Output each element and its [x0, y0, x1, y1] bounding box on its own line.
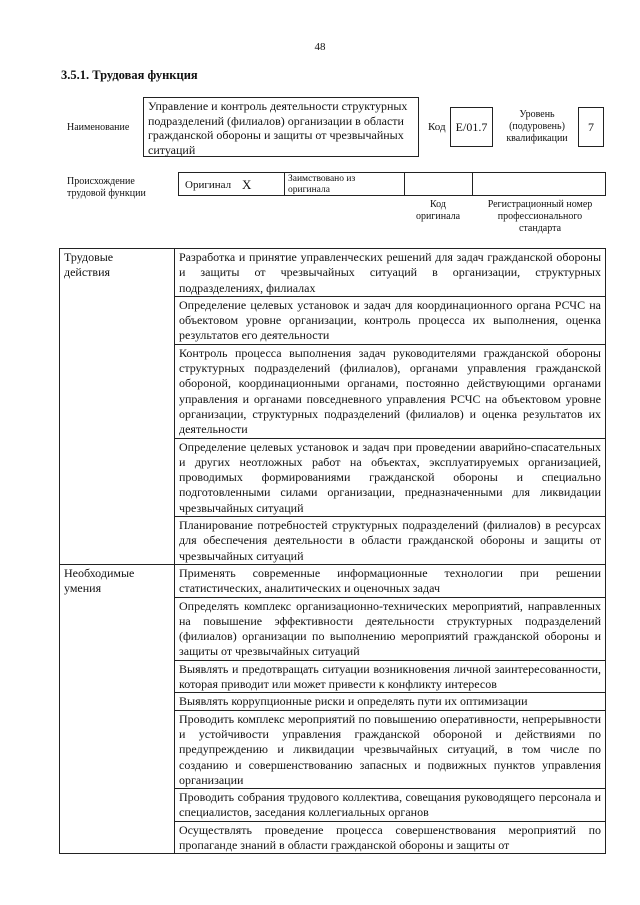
function-name-box [143, 97, 419, 157]
original-label: Оригинал [185, 179, 232, 191]
section-title: 3.5.1. Трудовая функция [61, 68, 198, 82]
original-code-caption [404, 199, 472, 223]
page-number: 48 [314, 41, 326, 53]
borrowed-label-line-2: оригинала [288, 185, 330, 195]
original-mark: X [242, 177, 252, 192]
origin-label-line-1: Происхождение [67, 176, 135, 187]
registration-caption-line-3: стандарта [518, 223, 562, 234]
level-label-line-1: Уровень [519, 109, 555, 120]
skill-item: Выявлять коррупционные риски и определять пути их оптимизации [175, 693, 606, 710]
registration-caption [474, 199, 606, 235]
code-value: E/01.7 [455, 119, 488, 134]
skill-item: Определять комплекс организационно-технических мероприятий, направленных на повышение эффективности деятельности структурных подразделений (филиалов) организации по выполнению мероприятий гражданской обороны и защиты от чрезвычайных ситуаций [175, 597, 606, 660]
labor-actions-heading [60, 249, 175, 565]
level-label [500, 109, 574, 145]
skills-heading-line-2: умения [64, 581, 102, 596]
labor-action-item: Контроль процесса выполнения задач руководителями гражданской обороны структурных подразделений (филиалов), органами управления гражданской обороной, координационными органами, постоянно действующими органами управления и органами повседневного управления РСЧС на объектовом уровне организации, структурных подразделений (филиалов) и оценка результатов их деятельности [175, 344, 606, 438]
registration-caption-line-2: профессионального [497, 211, 583, 222]
origin-label-line-2: трудовой функции [67, 188, 146, 199]
labor-action-item: Определение целевых установок и задач при проведении аварийно-спасательных и других неотложных работ на объектах, эксплуатируемых организацией, проводимых формированиями гражданской обороны и специально подготовленными силами организации, предназначенными для ликвидации чрезвычайных ситуаций [175, 438, 606, 516]
borrowed-label-line-1: Заимствовано из [288, 174, 356, 184]
borrowed-cell [285, 173, 405, 195]
labor-function-table [59, 248, 606, 854]
skill-item: Выявлять и предотвращать ситуации возникновения личной заинтересованности, которая приводит или может привести к конфликту интересов [175, 660, 606, 693]
labor-actions-heading-line-1: Трудовые [64, 250, 114, 264]
level-box [578, 107, 604, 147]
skills-heading [60, 564, 175, 853]
labor-action-item: Разработка и принятие управленческих решений для задач гражданской обороны и защиты от чрезвычайных ситуаций в организации, структурных подразделениях, филиалах [175, 249, 606, 297]
skill-item: Применять современные информационные технологии при решении статистических, аналитических и оценочных задач [175, 564, 606, 597]
original-code-cell [405, 173, 473, 195]
labor-action-item: Планирование потребностей структурных подразделений (филиалов) в ресурсах для обеспечения деятельности в области гражданской обороны и защиты от чрезвычайных ситуаций [175, 517, 606, 565]
origin-label [67, 176, 146, 200]
registration-number-cell [473, 173, 605, 195]
function-name-text: Управление и контроль деятельности структурных подразделений (филиалов) организации в области гражданской обороны и защиты от чрезвычайных ситуаций [148, 99, 408, 157]
level-label-line-3: квалификации [506, 133, 568, 144]
original-cell [179, 173, 285, 195]
labor-actions-heading-line-2: действия [64, 265, 111, 280]
labor-action-item: Определение целевых установок и задач для координационного органа РСЧС на объектовом уровне организации, контроль процесса их выполнения, оценка результатов его деятельности [175, 296, 606, 344]
code-box [450, 107, 493, 147]
registration-caption-line-1: Регистрационный номер [487, 199, 593, 210]
level-label-line-2: (подуровень) [509, 121, 565, 132]
skill-item: Проводить собрания трудового коллектива, совещания руководящего персонала и специалистов, заседания коллегиальных органов [175, 789, 606, 822]
name-label: Наименование [67, 122, 130, 133]
origin-table [178, 172, 606, 196]
level-value: 7 [588, 119, 594, 134]
borrowed-label [288, 174, 355, 196]
original-code-caption-line-2: оригинала [415, 211, 461, 222]
table-row [60, 249, 606, 297]
skill-item: Осуществлять проведение процесса совершенствования мероприятий по пропаганде знаний в области гражданской обороны и защиты от [175, 821, 606, 854]
original-code-caption-line-1: Код [430, 199, 446, 210]
skills-heading-line-1: Необходимые [64, 565, 135, 580]
table-row [60, 564, 606, 597]
code-label: Код [428, 121, 446, 133]
skill-item: Проводить комплекс мероприятий по повышению оперативности, непрерывности и устойчивости управления гражданской обороной и действиями по предупреждению и ликвидации чрезвычайных ситуаций, в том числе по созданию и совершенствованию запасных и подвижных пунктов управления организации [175, 710, 606, 788]
